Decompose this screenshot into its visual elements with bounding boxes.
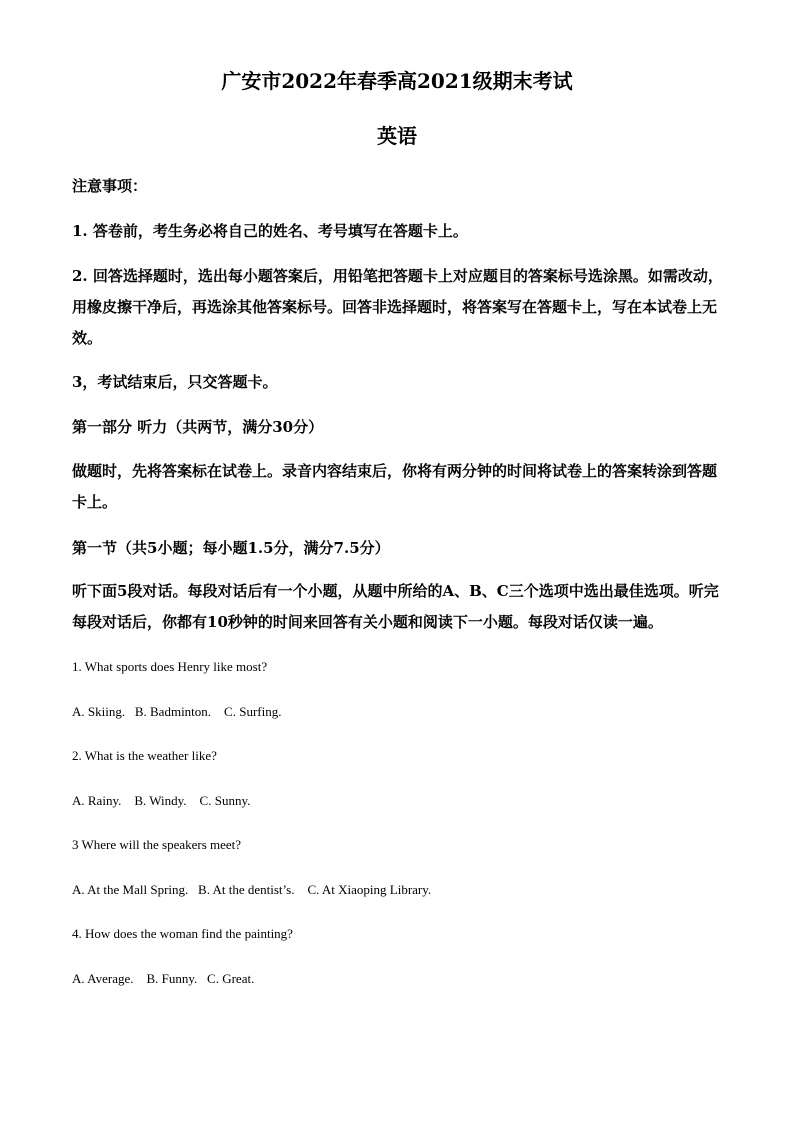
part1-heading: 第一部分 听力（共两节，满分30分） xyxy=(72,418,324,436)
question-2-text: 2. What is the weather like? xyxy=(72,748,217,763)
section1-heading: 第一节（共5小题；每小题1.5分，满分7.5分） xyxy=(72,539,390,557)
question-4-text: 4. How does the woman find the painting? xyxy=(72,926,293,941)
question-3-text: 3 Where will the speakers meet? xyxy=(72,837,242,852)
subject-title: 英语 xyxy=(377,124,417,148)
note-item-1: 1. 答卷前，考生务必将自己的姓名、考号填写在答题卡上。 xyxy=(72,222,468,240)
question-1-text: 1. What sports does Henry like most? xyxy=(72,659,268,674)
exam-title: 广安市2022年春季高2021级期末考试 xyxy=(221,69,573,93)
notes-heading: 注意事项： xyxy=(72,177,148,195)
question-4-options: A. Average. B. Funny. C. Great. xyxy=(72,971,255,986)
question-2-options: A. Rainy. B. Windy. C. Sunny. xyxy=(72,793,251,808)
question-1-options: A. Skiing. B. Badminton. C. Surfing. xyxy=(72,704,282,719)
section1-instructions: 听下面5段对话。每段对话后有一个小题，从题中所给的A、B、C三个选项中选出最佳选项。听完每段对话后，你都有10秒钟的时间来回答有关小题和阅读下一小题。每段对话仅读一遍。 xyxy=(72,582,719,631)
question-3-options: A. At the Mall Spring. B. At the dentist’s. C. At Xiaoping Library. xyxy=(72,882,432,897)
note-item-2: 2. 回答选择题时，选出每小题答案后，用铅笔把答题卡上对应题目的答案标号选涂黑。如需改动，用橡皮擦干净后，再选涂其他答案标号。回答非选择题时，将答案写在答题卡上，写在本试卷上无效。 xyxy=(72,267,723,347)
note-item-3: 3，考试结束后，只交答题卡。 xyxy=(72,373,278,391)
part1-instructions: 做题时，先将答案标在试卷上。录音内容结束后，你将有两分钟的时间将试卷上的答案转涂到答题卡上。 xyxy=(72,462,718,511)
